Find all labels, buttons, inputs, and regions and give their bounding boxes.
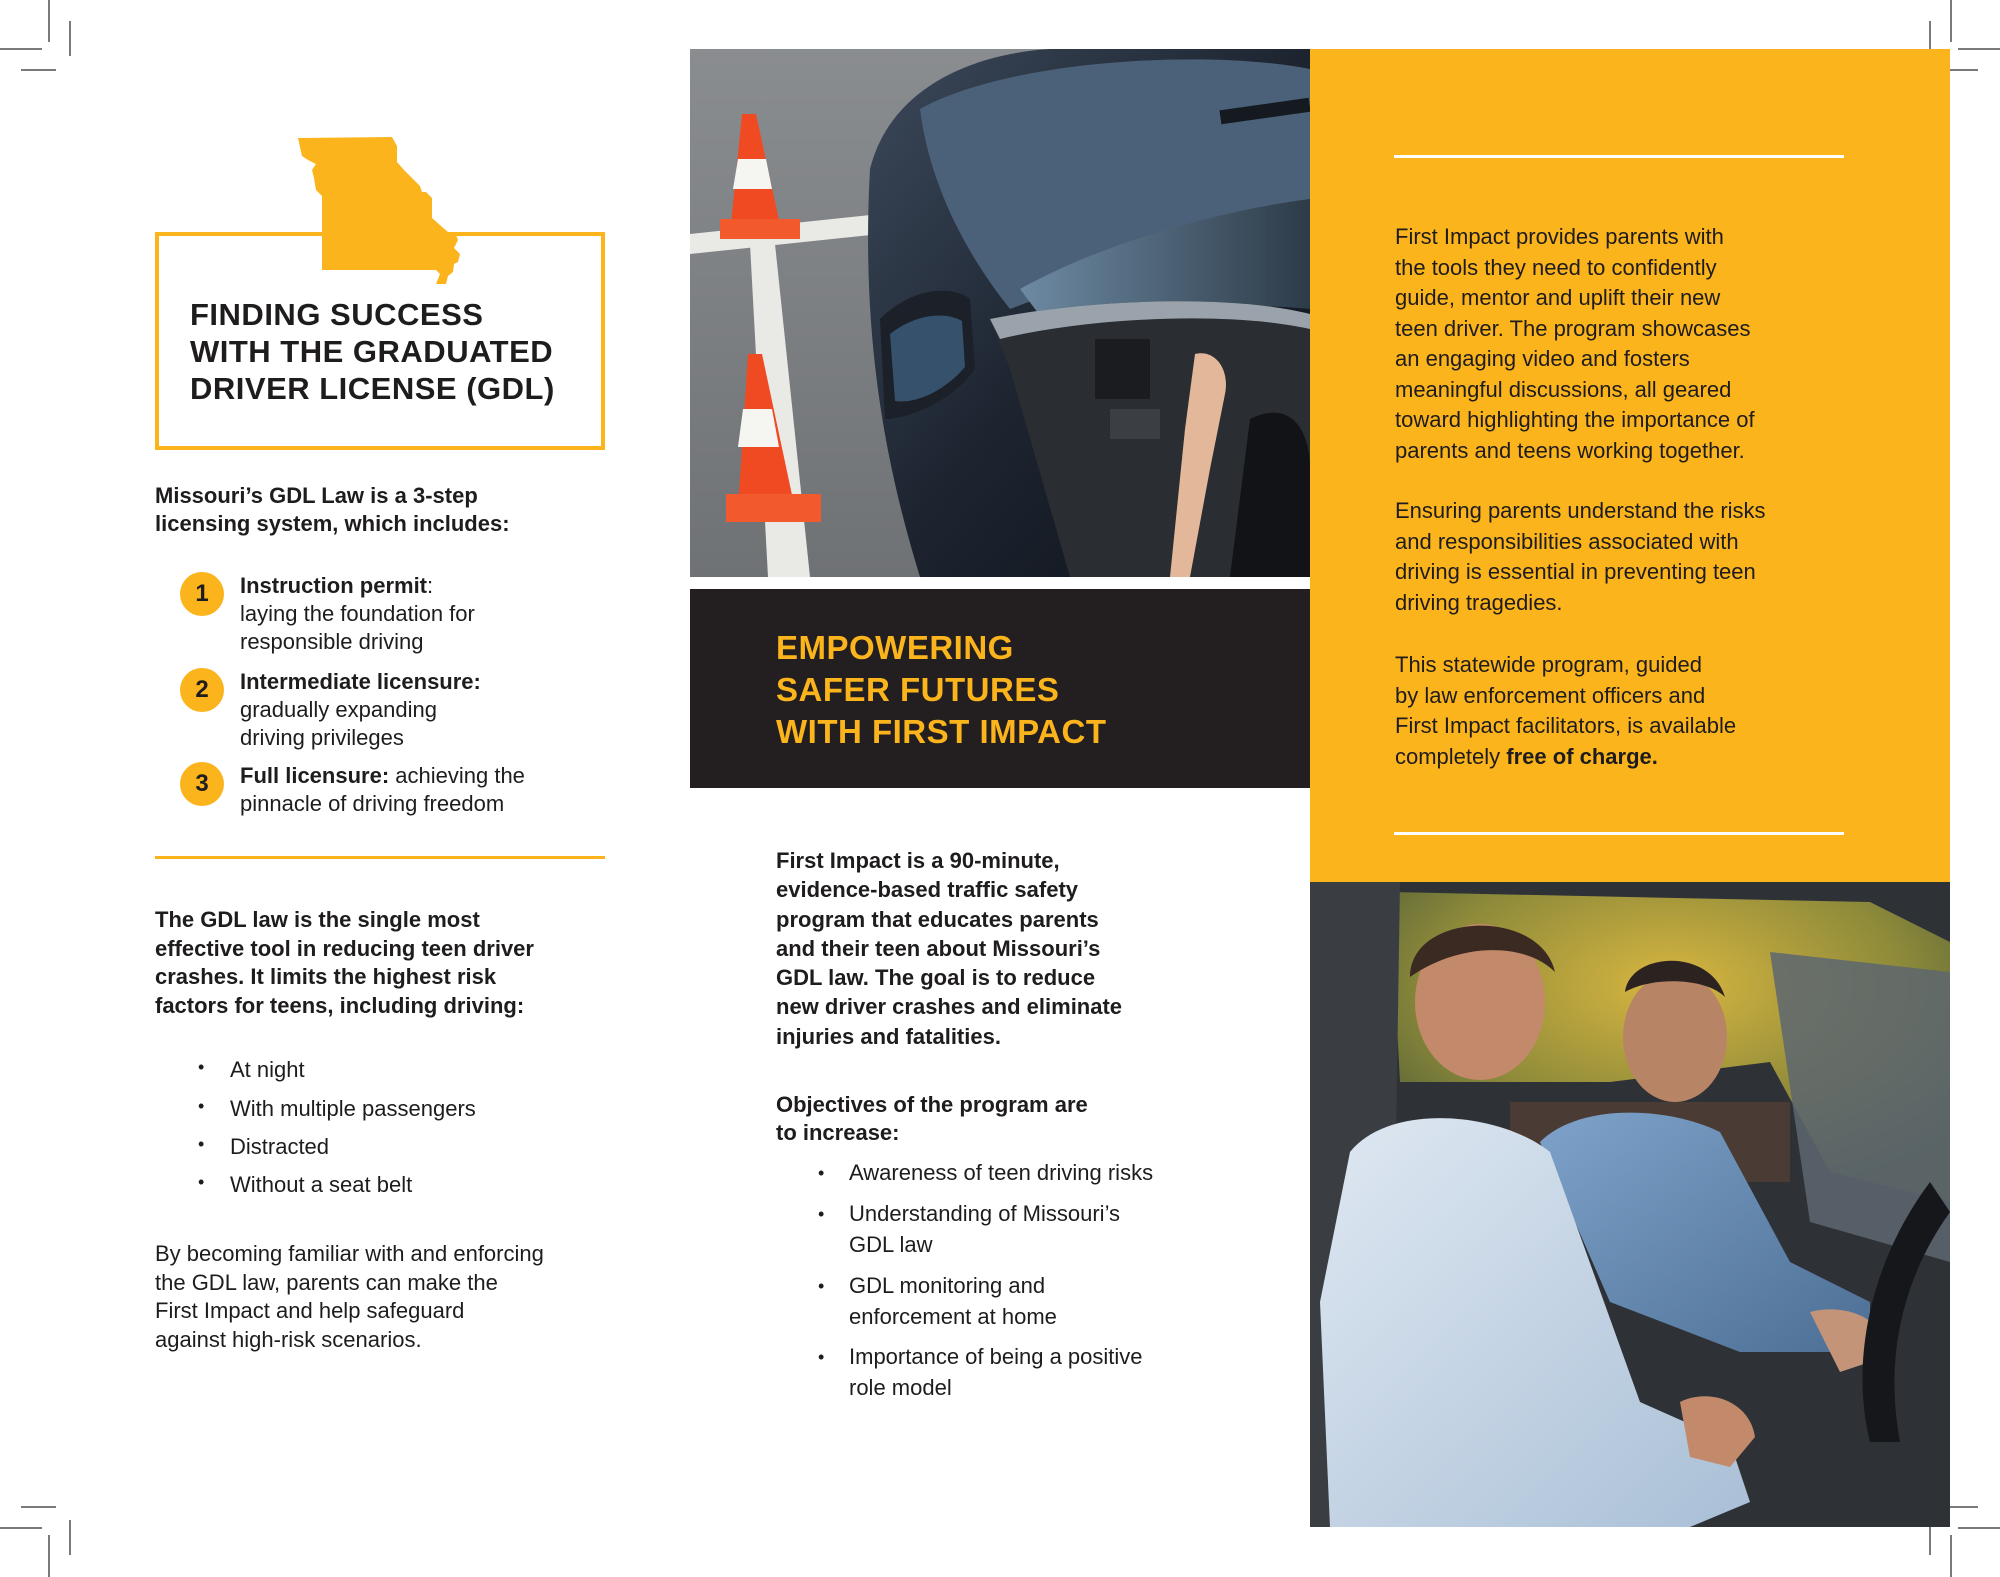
paragraph-line: driving tragedies. xyxy=(1395,589,1563,615)
teen-and-parent-photo xyxy=(1310,882,1950,1527)
free-of-charge-emphasis: free of charge. xyxy=(1506,743,1658,769)
step-desc-line: gradually expanding xyxy=(240,697,437,722)
paragraph-line: First Impact facilitators, is available xyxy=(1395,713,1737,738)
step-number-badge: 1 xyxy=(180,572,224,616)
crop-mark xyxy=(69,21,71,56)
step-desc-line: responsible driving xyxy=(240,629,424,654)
paragraph-line: The GDL law is the single most xyxy=(155,907,480,932)
title-line: DRIVER LICENSE (GDL) xyxy=(190,371,555,406)
parent-tools-paragraph xyxy=(1395,222,1855,466)
step-title-suffix: : xyxy=(427,573,434,598)
paragraph-line: Ensuring parents understand the risks xyxy=(1395,498,1766,523)
list-item-text: Understanding of Missouri’s xyxy=(849,1201,1121,1226)
crop-mark xyxy=(69,1520,71,1555)
paragraph-line: against high-risk scenarios. xyxy=(155,1326,422,1352)
paragraph-line: injuries and fatalities. xyxy=(776,1023,1001,1049)
paragraph-line: This statewide program, guided xyxy=(1395,652,1702,677)
page-title xyxy=(190,296,590,407)
list-item-text: Importance of being a positive xyxy=(849,1344,1143,1369)
paragraph-line: the tools they need to confidently xyxy=(1395,254,1717,280)
list-item-text: At night xyxy=(230,1057,305,1082)
closing-paragraph xyxy=(155,1240,615,1354)
paragraph-line: meaningful discussions, all geared xyxy=(1395,376,1732,402)
paragraph-line: effective tool in reducing teen driver xyxy=(155,935,534,961)
gdl-intro xyxy=(155,482,605,538)
step-title: Instruction permit xyxy=(240,573,428,598)
intro-line: licensing system, which includes: xyxy=(155,511,510,536)
banner-title-line: SAFER FUTURES xyxy=(776,671,1060,708)
heading-line: to increase: xyxy=(776,1120,900,1145)
step-text xyxy=(240,762,600,818)
bullet-icon: • xyxy=(198,1172,205,1192)
list-item-text: Awareness of teen driving risks xyxy=(849,1160,1154,1185)
risks-paragraph xyxy=(1395,496,1855,618)
objectives-heading xyxy=(776,1091,1216,1147)
step-desc-line: laying the foundation for xyxy=(240,601,475,626)
paragraph-line: crashes. It limits the highest risk xyxy=(155,964,497,989)
photo-illustration xyxy=(1310,882,1950,1527)
list-item-text: GDL monitoring and xyxy=(849,1273,1046,1298)
crop-mark xyxy=(1958,1527,2000,1529)
paragraph-line: the GDL law, parents can make the xyxy=(155,1269,498,1295)
step-text xyxy=(240,572,600,656)
paragraph-line: parents and teens working together. xyxy=(1395,437,1745,463)
list-item-text: GDL law xyxy=(849,1231,933,1257)
step-title: Full licensure: xyxy=(240,763,390,788)
step-desc-line: pinnacle of driving freedom xyxy=(240,791,505,816)
paragraph-line: GDL law. The goal is to reduce xyxy=(776,965,1096,991)
intro-line: Missouri’s GDL Law is a 3-step xyxy=(155,483,478,508)
bullet-icon: • xyxy=(198,1057,205,1077)
step-desc-line: driving privileges xyxy=(240,725,404,750)
paragraph-line: teen driver. The program showcases xyxy=(1395,315,1751,341)
paragraph-line: toward highlighting the importance of xyxy=(1395,407,1755,432)
program-description xyxy=(776,846,1216,1051)
crop-mark xyxy=(21,69,56,71)
paragraph-line: completely xyxy=(1395,743,1507,769)
step-number-badge: 3 xyxy=(180,762,224,806)
step-title-suffix: achieving the xyxy=(389,763,525,788)
paragraph-line: evidence-based traffic safety xyxy=(776,877,1079,903)
banner-title xyxy=(776,627,1276,753)
crop-mark xyxy=(48,0,50,42)
divider xyxy=(1394,155,1844,158)
missouri-map-icon xyxy=(296,136,466,286)
list-item-text: Distracted xyxy=(230,1134,330,1159)
crop-mark xyxy=(0,1527,42,1529)
paragraph-line: by law enforcement officers and xyxy=(1395,682,1706,708)
crop-mark xyxy=(1950,1535,1952,1577)
paragraph-line: new driver crashes and eliminate xyxy=(776,994,1123,1020)
paragraph-line: factors for teens, including driving: xyxy=(155,992,525,1018)
paragraph-line: and their teen about Missouri’s xyxy=(776,935,1101,961)
paragraph-line: First Impact provides parents with xyxy=(1395,224,1724,249)
bullet-icon: • xyxy=(818,1347,825,1367)
crop-mark xyxy=(48,1535,50,1577)
title-line: FINDING SUCCESS xyxy=(190,297,484,332)
paragraph-line: First Impact is a 90-minute, xyxy=(776,848,1060,873)
paragraph-line: guide, mentor and uplift their new xyxy=(1395,285,1721,310)
divider xyxy=(1394,832,1844,835)
paragraph-line: driving is essential in preventing teen xyxy=(1395,559,1756,584)
free-of-charge-paragraph xyxy=(1395,650,1855,772)
bullet-icon: • xyxy=(198,1096,205,1116)
banner-title-line: WITH FIRST IMPACT xyxy=(776,713,1107,750)
list-item-text: Without a seat belt xyxy=(230,1172,413,1197)
crop-mark xyxy=(21,1506,56,1508)
photo-illustration xyxy=(690,49,1310,577)
step-title: Intermediate licensure: xyxy=(240,669,481,694)
divider xyxy=(155,856,605,859)
paragraph-line: By becoming familiar with and enforcing xyxy=(155,1241,544,1266)
bullet-icon: • xyxy=(818,1163,825,1183)
bullet-icon: • xyxy=(198,1134,205,1154)
crop-mark xyxy=(1950,0,1952,42)
heading-line: Objectives of the program are xyxy=(776,1092,1088,1117)
paragraph-line: program that educates parents xyxy=(776,906,1099,932)
gdl-effectiveness-paragraph xyxy=(155,906,615,1020)
list-item-text: role model xyxy=(849,1374,952,1400)
paragraph-line: and responsibilities associated with xyxy=(1395,528,1739,554)
crop-mark xyxy=(1958,48,2000,50)
banner-title-line: EMPOWERING xyxy=(776,629,1014,666)
car-with-cones-photo xyxy=(690,49,1310,577)
list-item-text: With multiple passengers xyxy=(230,1096,476,1121)
crop-mark xyxy=(0,48,42,50)
paragraph-line: First Impact and help safeguard xyxy=(155,1298,465,1323)
paragraph-line: an engaging video and fosters xyxy=(1395,346,1690,371)
step-number-badge: 2 xyxy=(180,668,224,712)
title-line: WITH THE GRADUATED xyxy=(190,334,554,369)
bullet-icon: • xyxy=(818,1204,825,1224)
step-text xyxy=(240,668,600,752)
list-item-text: enforcement at home xyxy=(849,1303,1057,1329)
bullet-icon: • xyxy=(818,1276,825,1296)
